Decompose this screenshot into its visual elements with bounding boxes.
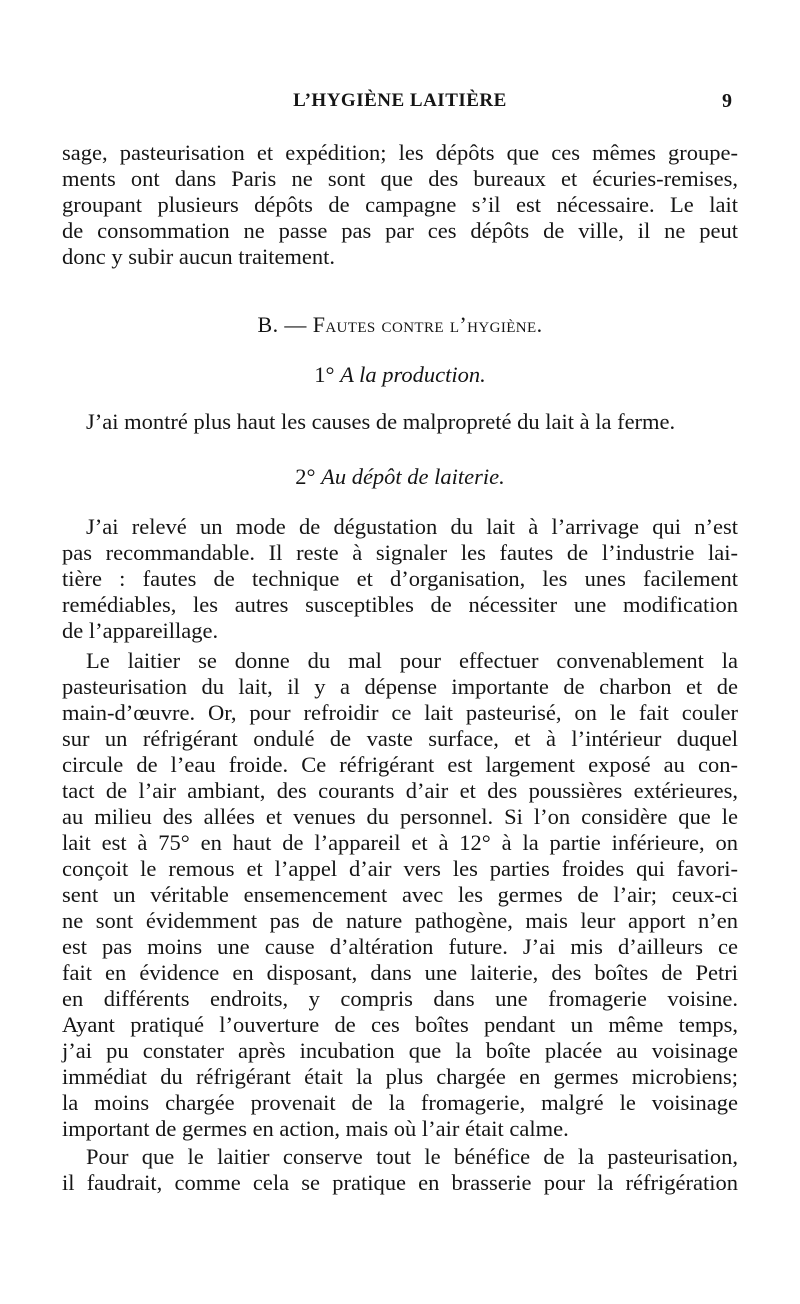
text-line: de l’appareillage.	[62, 618, 219, 643]
text-line: Le laitier se donne du mal pour effectuer convenablement la	[86, 648, 738, 673]
text-line: main-d’œuvre. Or, pour refroidir ce lait pasteurisé, on le fait couler	[62, 700, 738, 725]
text-line: J’ai relevé un mode de dégustation du lait à l’arrivage qui n’est	[86, 514, 738, 539]
text-line: pasteurisation du lait, il y a dépense importante de charbon et de	[62, 674, 738, 699]
text-line: sur un réfrigérant ondulé de vaste surface, et à l’intérieur duquel	[62, 726, 738, 751]
text-line: groupant plusieurs dépôts de campagne s’il est nécessaire. Le lait	[62, 192, 738, 217]
section-title: Fautes contre l’hygiène.	[312, 312, 543, 337]
page-number: 9	[722, 90, 732, 112]
text-line: Ayant pratiqué l’ouverture de ces boîtes pendant un même temps,	[62, 1012, 738, 1037]
text-line: en différents endroits, y compris dans une fromagerie voisine.	[62, 986, 738, 1011]
text-line: de consommation ne passe pas par ces dépôts de ville, il ne peut	[62, 218, 738, 243]
text-line: donc y subir aucun traitement.	[62, 244, 336, 269]
subsection-title: A la production.	[340, 362, 486, 387]
text-line: j’ai pu constater après incubation que la boîte placée au voisinage	[62, 1038, 738, 1063]
text-line: ne sont évidemment pas de nature pathogène, mais leur apport n’en	[62, 908, 738, 933]
text-line: fait en évidence en disposant, dans une laiterie, des boîtes de Petri	[62, 960, 738, 985]
subsection-number: 1°	[314, 362, 335, 387]
text-line: conçoit le remous et l’appel d’air vers les parties froides qui favori-	[62, 856, 738, 881]
text-line: au milieu des allées et venues du personnel. Si l’on considère que le	[62, 804, 738, 829]
section-prefix: B. —	[257, 312, 313, 337]
text-line: est pas moins une cause d’altération future. J’ai mis d’ailleurs ce	[62, 934, 738, 959]
subsection-number: 2°	[295, 464, 316, 489]
running-title: L’HYGIÈNE LAITIÈRE	[293, 90, 507, 111]
text-line: la moins chargée provenait de la fromagerie, malgré le voisinage	[62, 1090, 738, 1115]
text-line: pas recommandable. Il reste à signaler les fautes de l’industrie lai-	[62, 540, 738, 565]
text-line: immédiat du réfrigérant était la plus chargée en germes microbiens;	[62, 1064, 738, 1089]
text-line: Pour que le laitier conserve tout le bénéfice de la pasteurisation,	[86, 1144, 738, 1169]
text-line: tière : fautes de technique et d’organisation, les unes facilement	[62, 566, 738, 591]
subsection-heading	[0, 464, 800, 490]
text-line: circule de l’eau froide. Ce réfrigérant est largement exposé au con-	[62, 752, 738, 777]
subsection-heading	[0, 362, 800, 388]
subsection-title: Au dépôt de laiterie.	[321, 464, 505, 489]
text-line: ments ont dans Paris ne sont que des bureaux et écuries-remises,	[62, 166, 738, 191]
section-heading	[0, 312, 800, 338]
text-line: sent un véritable ensemencement avec les germes de l’air; ceux-ci	[62, 882, 738, 907]
text-line: remédiables, les autres susceptibles de nécessiter une modification	[62, 592, 738, 617]
text-line: lait est à 75° en haut de l’appareil et à 12° à la partie inférieure, on	[62, 830, 738, 855]
text-line: J’ai montré plus haut les causes de malpropreté du lait à la ferme.	[86, 409, 676, 434]
text-line: important de germes en action, mais où l’air était calme.	[62, 1116, 569, 1141]
text-line: sage, pasteurisation et expédition; les dépôts que ces mêmes groupe-	[62, 140, 738, 165]
text-line: tact de l’air ambiant, des courants d’air et des poussières extérieures,	[62, 778, 738, 803]
text-line: il faudrait, comme cela se pratique en brasserie pour la réfrigération	[62, 1170, 738, 1195]
